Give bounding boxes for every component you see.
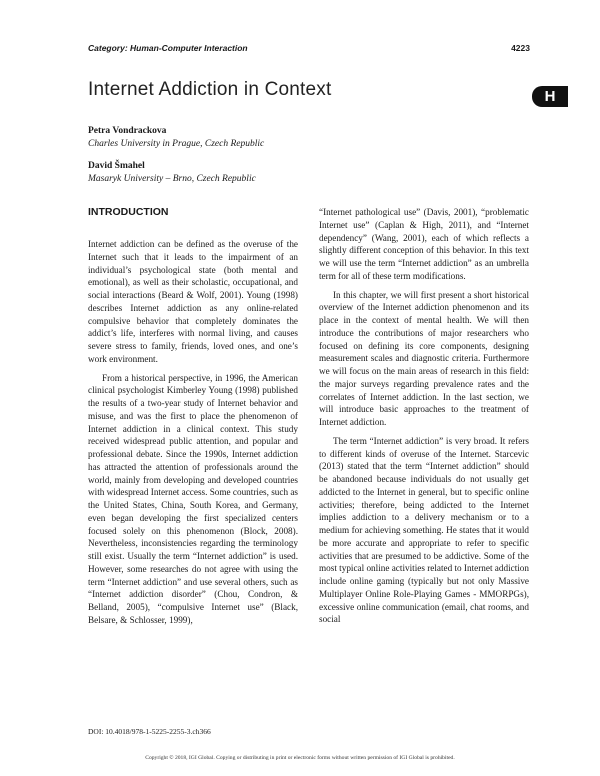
doi-line: DOI: 10.4018/978-1-5225-2255-3.ch366 xyxy=(88,727,211,736)
copyright-notice: Copyright © 2018, IGI Global. Copying or distributing in print or electronic forms without written permission of IGI Global is prohibited. xyxy=(145,755,455,761)
body-paragraph: “Internet pathological use” (Davis, 2001), “problematic Internet use” (Caplan & High, 2011), and “Internet dependency” (Wang, 2001), each of which reflects a slightly different conception of this behavior. In this text we will use the term “Internet addiction” as an umbrella term for all of these term modifications. xyxy=(319,207,529,281)
author-name: David Šmahel xyxy=(88,161,145,171)
body-column-left xyxy=(88,206,298,627)
author-affiliation: Charles University in Prague, Czech Republic xyxy=(88,139,265,149)
category-label: Category: Human-Computer Interaction xyxy=(88,43,248,53)
section-heading: INTRODUCTION xyxy=(88,206,169,218)
author-affiliation: Masaryk University – Brno, Czech Republic xyxy=(88,174,256,184)
section-letter-tab: H xyxy=(532,86,568,107)
page-number: 4223 xyxy=(511,43,530,53)
body-paragraph: Internet addiction can be defined as the overuse of the Internet such that it leads to the impairment of an individual’s psychological state (both mental and emotional), as well as their scholastic, occupational, and social interactions (Beard & Wolf, 2001). Young (1998) describes Internet addiction as any online-related compulsive behavior that completely dominates the addict’s life, interferes with normal living, and causes severe stress to family, friends, loved ones, and one’s work environment. xyxy=(88,239,298,364)
author-name: Petra Vondrackova xyxy=(88,126,167,136)
body-paragraph: In this chapter, we will first present a short historical overview of the Internet addiction phenomenon and its place in the context of mental health. We will then introduce the contributions of major researchers who focused on defining its core components, designing measurement scales and diagnostic criteria. Furthermore we will focus on the main areas of research in this field: the major surveys regarding prevalence rates and the correlates of Internet addiction. In the last section, we will introduce basic approaches to the treatment of Internet addiction. xyxy=(319,289,529,427)
body-column-right xyxy=(319,206,529,626)
body-paragraph: The term “Internet addiction” is very broad. It refers to different kinds of overuse of the Internet. Starcevic (2013) stated that the term “Internet addiction” should be abandoned because individuals do not usually get addicted to the Internet in general, but to specific online activities; therefore, being addicted to the Internet implies addiction to a delivery mechanism or to a medium for achieving something. He states that it would be more accurate and appropriate to refer to specific activities that are presumed to be addictive. Some of the most typical online activities related to Internet addiction include online gaming (typically but not only Massive Multiplayer Online Role-Playing Games - MMORPGs), excessive online communication (email, chat rooms, and social xyxy=(319,435,529,625)
article-title: Internet Addiction in Context xyxy=(88,79,332,100)
body-paragraph: From a historical perspective, in 1996, the American clinical psychologist Kimberley Young (1998) published the results of a two-year study of Internet behavior and misuse, and was the first to place the phenomenon of Internet addiction in a clinical context. This study received widespread public attention, and popular and professional debate. Since the 1990s, Internet addiction has attracted the attention of professionals around the world, mainly from developing and developed countries with widespread Internet access. Some countries, such as the United States, China, South Korea, and Germany, even began developing the first specialized centers focused solely on this phenomenon (Block, 2008). Nevertheless, inconsistencies regarding the terminology still exist. Usually the term “Internet addiction” is used. However, some researches do not agree with using the term “Internet addiction” and use several others, such as “Internet addiction disorder” (Chou, Condron, & Belland, 2005), “compulsive Internet use” (Black, Belsare, & Schlosser, 1999), xyxy=(88,372,298,625)
